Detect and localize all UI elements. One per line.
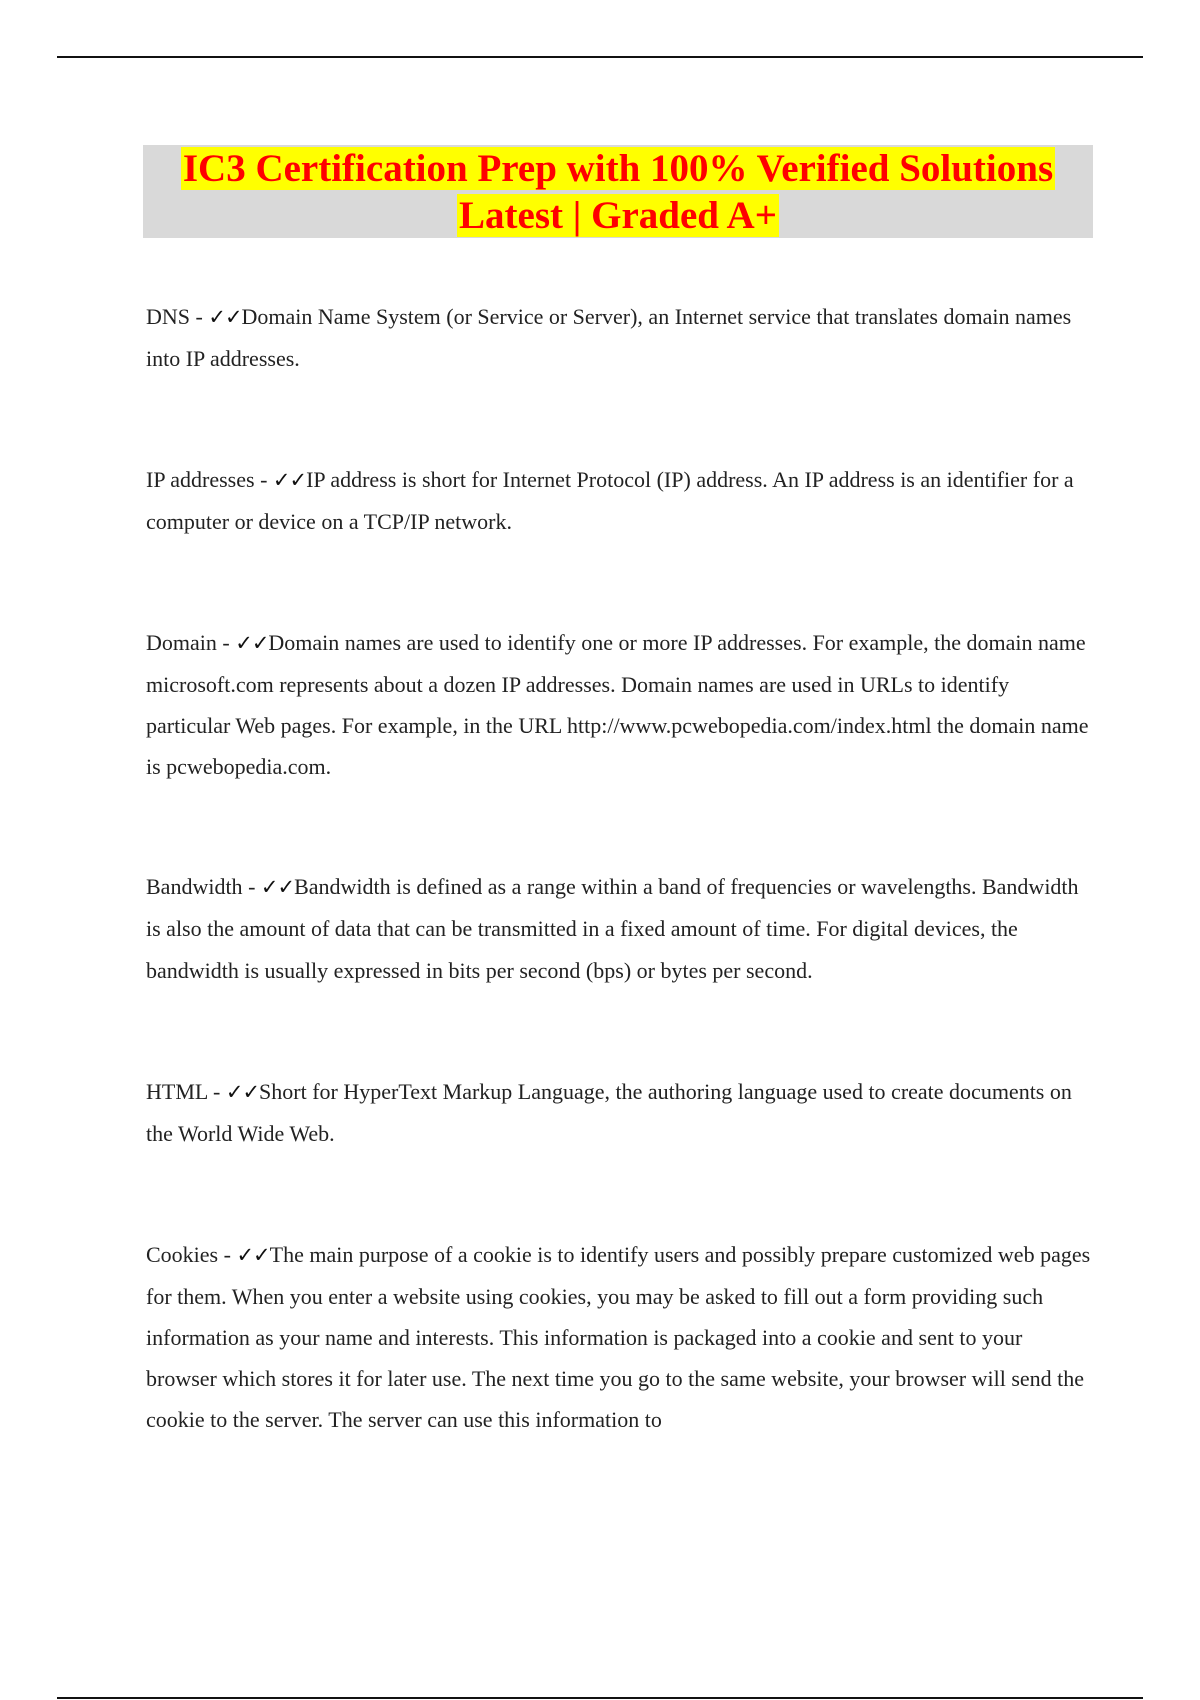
double-check-icon: ✓✓ — [235, 631, 269, 655]
double-check-icon: ✓✓ — [225, 1080, 260, 1104]
definition-entry-html — [146, 1071, 1096, 1155]
double-check-icon: ✓✓ — [260, 875, 295, 899]
definition-entry-dns — [146, 296, 1096, 380]
definitions-list — [146, 296, 1096, 1440]
top-rule — [57, 56, 1143, 58]
definition-entry-domain — [146, 622, 1096, 787]
entry-term: Cookies — [146, 1242, 219, 1267]
page-title-line-1: IC3 Certification Prep with 100% Verified Solutions — [182, 147, 1054, 190]
definition-entry-cookies — [146, 1234, 1096, 1440]
definition-entry-ip-addresses — [146, 459, 1096, 543]
entry-term: HTML — [146, 1079, 208, 1104]
entry-separator: - — [190, 304, 209, 329]
entry-term: DNS — [146, 304, 191, 329]
entry-separator: - — [216, 630, 236, 655]
title-banner — [143, 145, 1093, 238]
entry-term: Domain — [146, 630, 217, 655]
entry-definition: Domain Name System (or Service or Server), an Internet service that translates domain names into IP addresses. — [146, 304, 1072, 371]
double-check-icon: ✓✓ — [236, 1243, 270, 1267]
bottom-rule — [57, 1697, 1143, 1699]
entry-separator: - — [242, 874, 261, 899]
entry-separator: - — [207, 1079, 226, 1104]
double-check-icon: ✓✓ — [272, 468, 307, 492]
definition-entry-bandwidth — [146, 866, 1096, 992]
entry-term: IP addresses — [146, 467, 255, 492]
entry-definition: Short for HyperText Markup Language, the authoring language used to create documents on the World Wide Web. — [146, 1079, 1072, 1146]
entry-separator: - — [218, 1242, 237, 1267]
entry-definition: IP address is short for Internet Protocol (IP) address. An IP address is an identifier for a computer or device on a TCP/IP network. — [146, 467, 1074, 534]
double-check-icon: ✓✓ — [208, 305, 242, 329]
entry-definition: The main purpose of a cookie is to identify users and possibly prepare customized web pages for them. When you enter a website using cookies, you may be asked to fill out a form providing such information as your name and interests. This information is packaged into a cookie and sent to your browser which stores it for later use. The next time you go to the same website, your browser will send the cookie to the server. The server can use this information to — [146, 1242, 1091, 1432]
entry-separator: - — [254, 467, 273, 492]
page-title-line-2: Latest | Graded A+ — [459, 194, 777, 237]
entry-term: Bandwidth — [146, 874, 243, 899]
entry-definition: Domain names are used to identify one or more IP addresses. For example, the domain name microsoft.com represents about a dozen IP addresses. Domain names are used in URLs to identify particular Web pages. For example, in the URL http://www.pcwebopedia.com/index.html the domain name is pcwebopedia.com. — [146, 630, 1089, 779]
entry-definition: Bandwidth is defined as a range within a band of frequencies or wavelengths. Bandwidth is also the amount of data that can be transmitted in a fixed amount of time. For digital devices, the bandwidth is usually expressed in bits per second (bps) or bytes per second. — [146, 874, 1079, 983]
